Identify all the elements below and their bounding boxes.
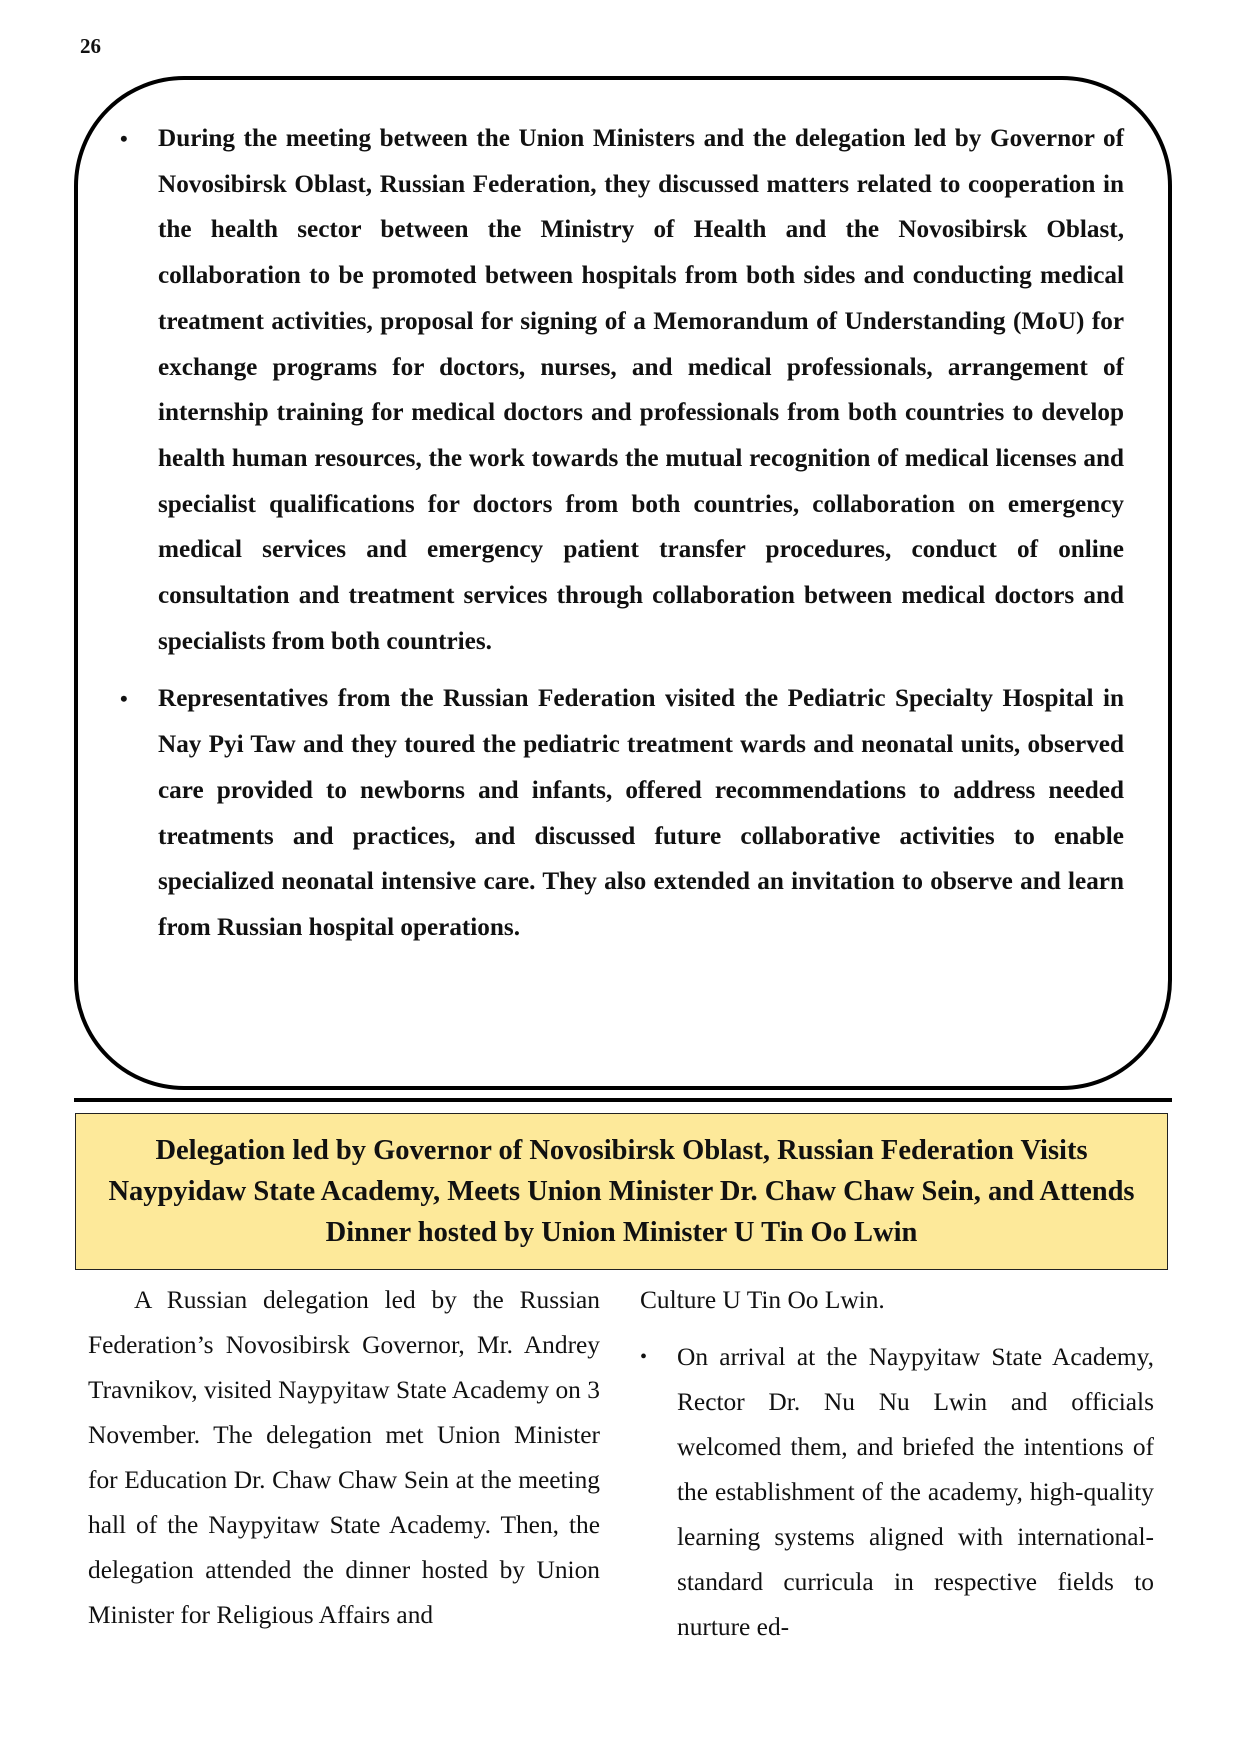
- section-divider: [74, 1098, 1172, 1102]
- article-paragraph-continuation: Culture U Tin Oo Lwin.: [640, 1286, 885, 1314]
- article-bullet-text: On arrival at the Naypyitaw State Academy, Rector Dr. Nu Nu Lwin and officials welcomed them, and briefed the intentions of the establishment of the academy, high-quality learning systems aligned with international-standard curricula in respective fields to nurture ed-: [677, 1343, 1154, 1641]
- highlight-bullet-text: Representatives from the Russian Federation visited the Pediatric Specialty Hospital in Nay Pyi Taw and they toured the pediatric treatment wards and neonatal units, observed care provided to newborns and infants, offered recommendations to address needed treatments and practices, and discussed future collaborative activities to enable specialized neonatal intensive care. They also extended an invitation to observe and learn from Russian hospital operations.: [158, 685, 1124, 941]
- article-title: Delegation led by Governor of Novosibirsk Oblast, Russian Federation Visits Naypyidaw State Academy, Meets Union Minister Dr. Chaw Chaw Sein, and Attends Dinner hosted by Union Minister U Tin Oo Lwin: [108, 1135, 1135, 1248]
- bullet-icon: •: [120, 126, 128, 151]
- article-left-column: [88, 1278, 600, 1638]
- highlight-bullet-text: During the meeting between the Union Ministers and the delegation led by Governor of Novosibirsk Oblast, Russian Federation, they discussed matters related to cooperation in the health sector between the Ministry of Health and the Novosibirsk Oblast, collaboration to be promoted between hospitals from both sides and conducting medical treatment activities, proposal for signing of a Memorandum of Understanding (MoU) for exchange programs for doctors, nurses, and medical professionals, arrangement of internship training for medical doctors and professionals from both countries to develop health human resources, the work towards the mutual recognition of medical licenses and specialist qualifications for doctors from both countries, collaboration on emergency medical services and emergency patient transfer procedures, conduct of online consultation and treatment services through collaboration between medical doctors and specialists from both countries.: [158, 125, 1124, 655]
- article-paragraph: A Russian delegation led by the Russian Federation’s Novosibirsk Governor, Mr. Andrey Travnikov, visited Naypyitaw State Academy on 3 November. The delegation met Union Minister for Education Dr. Chaw Chaw Sein at the meeting hall of the Naypyitaw State Academy. Then, the delegation attended the dinner hosted by Union Minister for Religious Affairs and: [88, 1286, 600, 1629]
- bullet-icon: •: [120, 686, 128, 712]
- highlight-box-bullet-list: [120, 116, 1124, 963]
- article-right-column: [640, 1278, 1154, 1650]
- article-bullet-item: [640, 1335, 1154, 1650]
- highlight-bullet-item: [120, 116, 1124, 664]
- highlight-bullet-item: [120, 676, 1124, 950]
- article-title-box: [75, 1113, 1168, 1270]
- article-bullet-list: [640, 1335, 1154, 1650]
- bullet-icon: •: [640, 1346, 648, 1368]
- page-number: 26: [80, 34, 101, 58]
